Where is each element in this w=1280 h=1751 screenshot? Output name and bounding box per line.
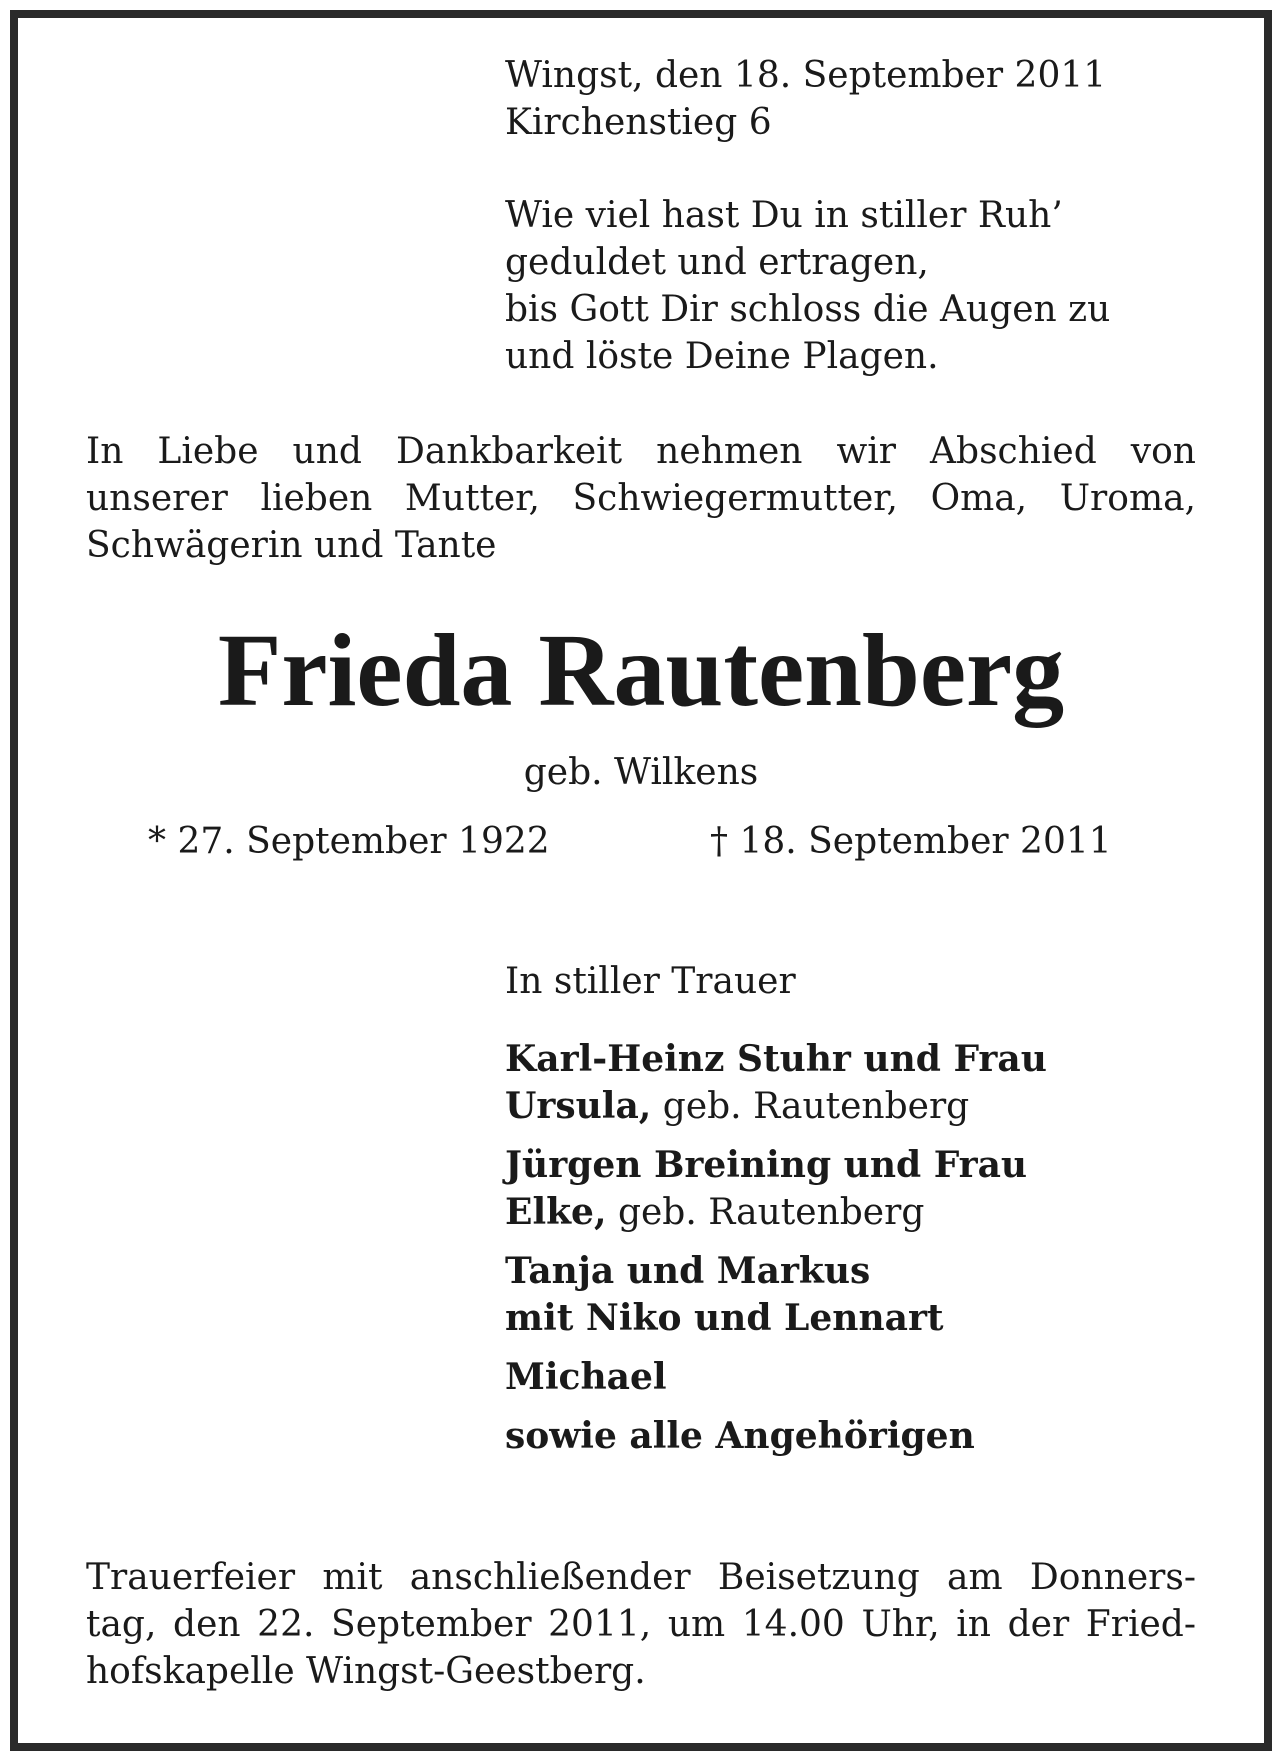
death-date: † 18. September 2011 [710, 821, 1112, 862]
obituary-notice [10, 10, 1272, 1751]
intro-line: Schwägerin und Tante [86, 525, 497, 566]
place-date: Wingst, den 18. September 2011 [505, 55, 1107, 96]
poem-line: Wie viel hast Du in stiller Ruh’ [505, 195, 1063, 236]
poem-line: geduldet und ertragen, [505, 242, 929, 283]
relatives-line: sowie alle Angehörigen [505, 1415, 975, 1457]
mourner-spouse: Ursula, [505, 1085, 652, 1127]
poem [505, 192, 1110, 380]
deceased-name: Frieda Rautenberg [217, 613, 1065, 728]
mourner-group [505, 1036, 1047, 1130]
mourner-maiden: geb. Rautenberg [606, 1192, 925, 1233]
funeral-paragraph [86, 1554, 1196, 1695]
mourners-list [505, 1036, 1047, 1472]
mourner-spouse: Elke, [505, 1191, 607, 1233]
mourning-heading: In stiller Trauer [505, 961, 796, 1002]
intro-paragraph [86, 428, 1196, 569]
mourner-group [505, 1142, 1047, 1236]
mourner-group [505, 1354, 1047, 1401]
funeral-line: Trauerfeier mit anschließender Beisetzung am Donners- [86, 1557, 1196, 1598]
mourner-group [505, 1413, 1047, 1460]
mourner-name: Tanja und Markus [505, 1250, 871, 1292]
mourner-name: Karl-Heinz Stuhr und Frau [505, 1038, 1047, 1080]
intro-line: In Liebe und Dankbarkeit nehmen wir Abschied von [86, 431, 1196, 472]
header-block [505, 52, 1106, 146]
poem-line: bis Gott Dir schloss die Augen zu [505, 289, 1111, 330]
mourner-maiden: geb. Rautenberg [651, 1086, 970, 1127]
mourner-children: mit Niko und Lennart [505, 1297, 944, 1339]
funeral-line: tag, den 22. September 2011, um 14.00 Uhr, in der Fried- [86, 1604, 1196, 1645]
mourner-group [505, 1248, 1047, 1342]
mourner-name: Michael [505, 1356, 667, 1398]
funeral-line: hofskapelle Wingst-Geestberg. [86, 1651, 646, 1692]
poem-line: und löste Deine Plagen. [505, 336, 939, 377]
birth-date: * 27. September 1922 [148, 821, 550, 862]
intro-line: unserer lieben Mutter, Schwiegermutter, Oma, Uroma, [86, 478, 1196, 519]
address: Kirchenstieg 6 [505, 102, 772, 143]
mourner-name: Jürgen Breining und Frau [505, 1144, 1028, 1186]
maiden-name: geb. Wilkens [523, 752, 759, 793]
